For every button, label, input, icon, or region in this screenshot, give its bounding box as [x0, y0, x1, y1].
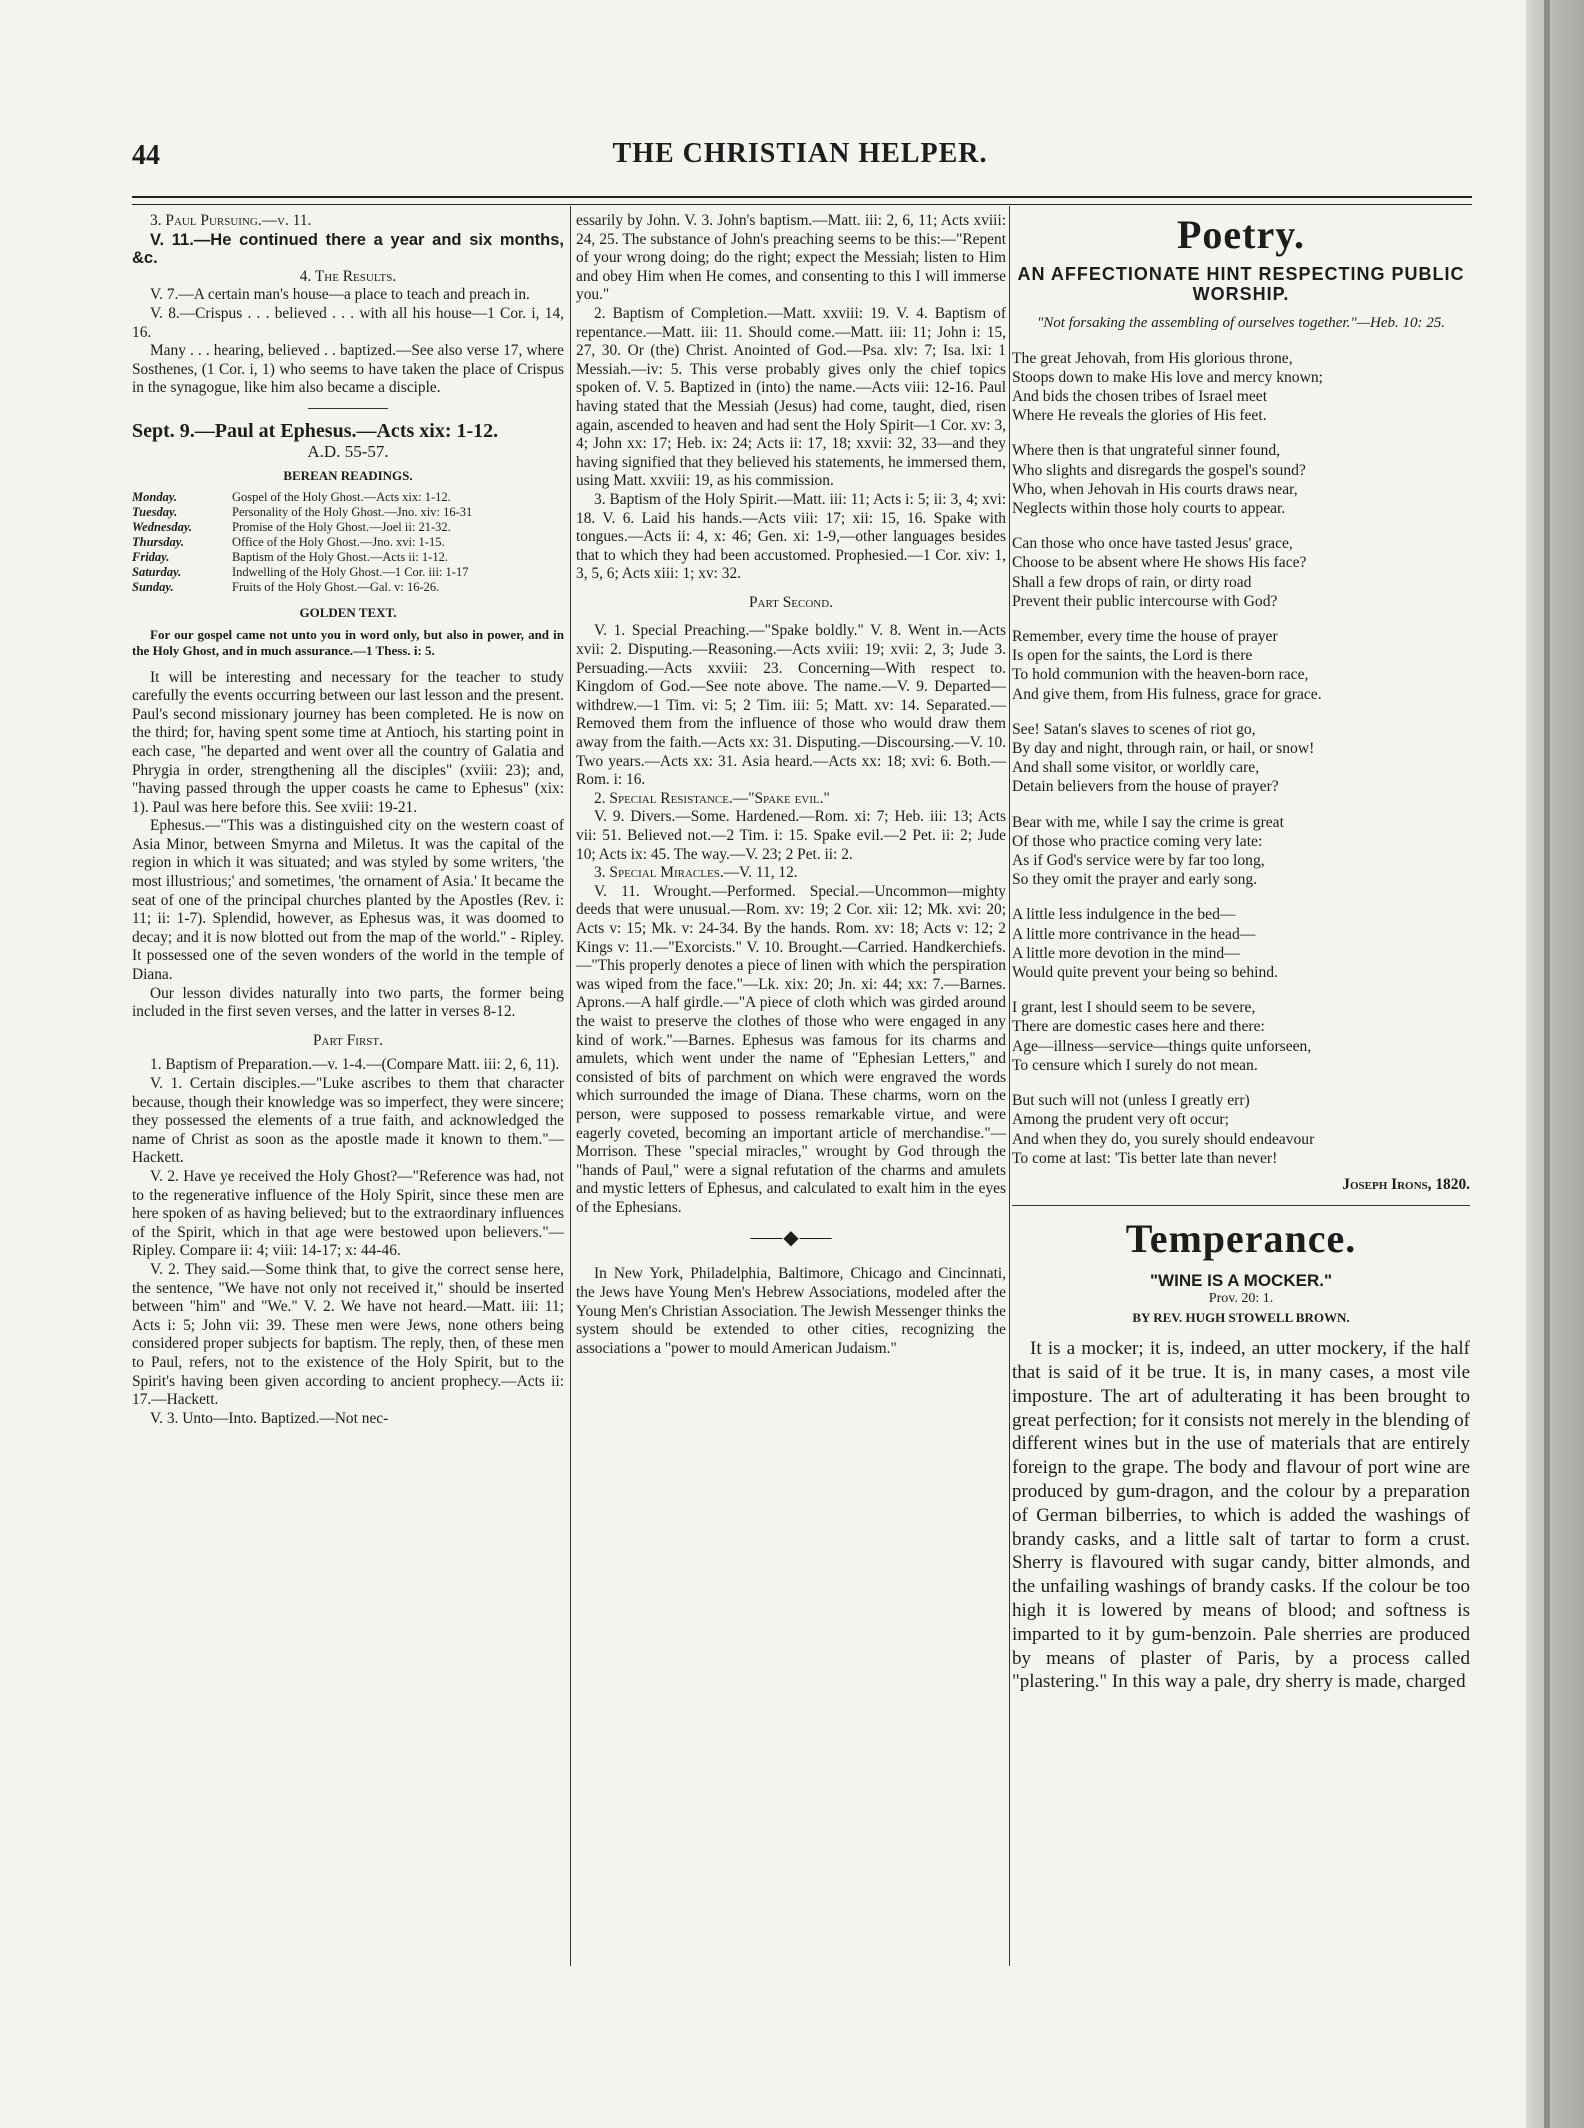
poem-line: As if God's service were by far too long,: [1012, 852, 1265, 870]
article-title: "WINE IS A MOCKER.": [1149, 1270, 1333, 1290]
poem-stanza: [1012, 349, 1470, 426]
part-heading: Part First.: [313, 1031, 383, 1049]
poem-line: Can those who once have tasted Jesus' grace,: [1012, 535, 1293, 553]
verse-note: V. 3. Unto—Into. Baptized.—Not nec-: [150, 1409, 389, 1427]
reading-text: Promise of the Holy Ghost.—Joel ii: 21-32.: [232, 519, 451, 534]
poem-line: Is open for the saints, the Lord is there: [1012, 647, 1253, 665]
poem-line: And when they do, you surely should endeavour: [1012, 1130, 1315, 1148]
poem-line: Would quite prevent your being so behind.: [1012, 964, 1278, 982]
part-heading: Part Second.: [748, 593, 834, 611]
poem-line: Where then is that ungrateful sinner found,: [1012, 442, 1281, 460]
paragraph: It will be interesting and necessary for the teacher to study carefully the events occurring between our last lesson and the present. Paul's second missionary journey has been completed. He is now on the third; for, having spent some time at Antioch, his starting point in each case, "he departed and went over all the country of Galatia and Phrygia in order, strengthening all the disciples" (xviii: 23); and, "having passed through the upper coasts he came to Ephesus" (xix: 1). Paul was here before this. See xviii: 19-21.: [132, 668, 564, 816]
poetry-heading: Poetry.: [1176, 212, 1306, 257]
page-header: [132, 138, 1468, 178]
article-reference: Prov. 20: 1.: [1208, 1291, 1274, 1307]
lesson-date: A.D. 55-57.: [307, 441, 389, 461]
poem-line: There are domestic cases here and there:: [1012, 1018, 1265, 1036]
poem-line: To hold communion with the heaven-born race,: [1012, 666, 1309, 684]
verse-note: V. 2. They said.—Some think that, to give the correct sense here, the sentence, "We have not only not received it," should be inserted between "him" and "We." V. 2. We have not heard.—Matt. iii: 11; Acts i: 5; John vii: 39. These men were Jews, none others being considered proper subjects for baptism. The reply, then, of these men to Paul, refers, not to the existence of the Holy Spirit, but to the Spirit's having been given according to ancient prophecy.—Acts ii: 17.—Hackett.: [132, 1260, 564, 1409]
poem-line: Detain believers from the house of prayer?: [1012, 778, 1279, 796]
header-rule: [132, 196, 1472, 205]
section-heading: 4. The Results.: [299, 267, 397, 285]
poem-title: AN AFFECTIONATE HINT RESPECTING PUBLIC WORSHIP.: [1017, 264, 1465, 304]
poem-stanza: [1012, 441, 1470, 518]
poem-line: Age—illness—service—things quite unforseen,: [1012, 1037, 1312, 1055]
poem-line: Among the prudent very oft occur;: [1012, 1111, 1229, 1129]
paragraph: Our lesson divides naturally into two parts, the former being included in the first seven verses, and the latter in verses 8-12.: [132, 984, 564, 1021]
reading-day: Sunday.: [132, 579, 174, 594]
paragraph: Ephesus.—"This was a distinguished city on the western coast of Asia Minor, between Smyrna and Miletus. It was the capital of the region in which it was situated; and was styled by some writers, 'the most illustrious;' and sometimes, 'the ornament of Asia.' It became the seat of one of the principal churches planted by the Apostles (Rev. i: 11; ii: 1-7). Splendid, however, as Ephesus was, it was doomed to decay; and it is now blotted out from the map of the world." - Ripley. It possessed one of the seven wonders of the world in the temple of Diana.: [132, 817, 564, 984]
poem: [1012, 349, 1470, 1168]
poem-author: Joseph Irons, 1820.: [1342, 1175, 1470, 1193]
reading-text: Fruits of the Holy Ghost.—Gal. v: 16-26.: [232, 579, 440, 594]
column-2: [576, 212, 1006, 1358]
page-number: 44: [132, 140, 160, 171]
poem-line: A little more devotion in the mind—: [1012, 944, 1240, 962]
column-1: [132, 212, 564, 1428]
poem-line: Prevent their public intercourse with God?: [1012, 592, 1278, 610]
poem-stanza: [1012, 720, 1470, 797]
section-heading: 3. Special Miracles.—V. 11, 12.: [594, 864, 798, 882]
page-edge: [1544, 0, 1550, 2128]
readings-table: [132, 490, 564, 595]
column-3: [1012, 212, 1470, 1694]
verse-note: V. 2. Have ye received the Holy Ghost?—"Reference was had, not to the regenerative influence of the Holy Spirit, since these men are here spoken of as having believed; but to the extraordinary influences of the Spirit, which in that age were bestowed upon believers."—Ripley. Compare ii: 4; viii: 14-17; x: 44-46.: [132, 1167, 564, 1260]
poem-stanza: [1012, 998, 1470, 1075]
paragraph: In New York, Philadelphia, Baltimore, Chicago and Cincinnati, the Jews have Young Men's Hebrew Associations, modeled after the Young Men's Christian Association. The Jewish Messenger thinks the system should be extended to other cities, recognizing the associations a "power to mould American Judaism.": [576, 1265, 1006, 1357]
verse-note: V. 7.—A certain man's house—a place to teach and preach in.: [150, 286, 530, 304]
reading-row: [132, 520, 564, 535]
poem-epigraph: "Not forsaking the assembling of ourselves together."—Heb. 10: 25.: [1037, 315, 1445, 331]
poem-line: See! Satan's slaves to scenes of riot go,: [1012, 720, 1256, 738]
reading-row: [132, 580, 564, 595]
paragraph: 2. Baptism of Completion.—Matt. xxviii: 19. V. 4. Baptism of repentance.—Matt. iii: 11. Should come.—Matt. iii: 11; John i: 15, 27, 30. Or (the) Christ. Anointed of God.—Psa. xlv: 7; Isa. lxi: 1 Messiah.—iv: 5. This verse probably gives only the chief topics spoken of. V. 5. Baptized in (into) the name.—Acts viii: 12-16. Paul having stated that the Messiah (Jesus) had come, taught, died, risen again, ascended to heaven and had sent the Holy Spirit—1 Cor. xv: 3, 4; John xx: 17; Heb. ix: 24; Acts ii: 17, 18; xxvii: 32, 33—and they having signified that they believed his statements, he immersed them, using Matt. xxviii: 19, as his commission.: [576, 304, 1006, 490]
verse-note: V. 11.—He continued there a year and six months, &c.: [132, 230, 564, 268]
paragraph: V. 9. Divers.—Some. Hardened.—Rom. xi: 7; Heb. iii: 13; Acts vii: 51. Believed not.—2 Tim. i: 15. Spake evil.—2 Pet. ii: 2; Jude 10; Acts ix: 45. The way.—V. 23; 2 Pet. ii: 2.: [576, 808, 1006, 863]
poem-line: A little more contrivance in the head—: [1012, 925, 1256, 943]
poem-line: Of those who practice coming very late:: [1012, 832, 1263, 850]
golden-text: For our gospel came not unto you in word only, but also in power, and in the Holy Ghost, and in much assurance.—1 Thess. i: 5.: [132, 626, 564, 658]
reading-text: Office of the Holy Ghost.—Jno. xvi: 1-15.: [232, 534, 445, 549]
reading-text: Indwelling of the Holy Ghost.—1 Cor. iii: 1-17: [232, 564, 469, 579]
poem-line: To censure which I surely do not mean.: [1012, 1056, 1258, 1074]
poem-line: By day and night, through rain, or hail, or snow!: [1012, 740, 1315, 758]
column-divider: [570, 206, 571, 1966]
poem-line: The great Jehovah, from His glorious throne,: [1012, 349, 1293, 367]
reading-day: Wednesday.: [132, 519, 193, 534]
divider-rule: [308, 408, 388, 409]
poem-line: But such will not (unless I greatly err): [1012, 1092, 1250, 1110]
poem-line: Bear with me, while I say the crime is great: [1012, 813, 1284, 831]
reading-day: Saturday.: [132, 564, 182, 579]
paragraph: 3. Baptism of the Holy Spirit.—Matt. iii: 11; Acts i: 5; ii: 3, 4; xvi: 18. V. 6. Laid his hands.—Acts viii: 17; xii: 15, 16. Spake with tongues.—Acts ii: 4, x: 46; Gen. xi: 1-9,—other languages besides that to which they had been accustomed. Prophesied.—1 Cor. xiv: 1, 3, 5, 6; Acts xiii: 1; xv: 32.: [576, 490, 1006, 583]
column-divider: [1009, 206, 1010, 1966]
poem-line: And bids the chosen tribes of Israel meet: [1012, 388, 1268, 405]
ornament-divider: ⸺◆⸺: [749, 1227, 833, 1250]
poem-line: I grant, lest I should seem to be severe,: [1012, 999, 1256, 1017]
reading-day: Tuesday.: [132, 504, 178, 519]
poem-line: Neglects within those holy courts to appear.: [1012, 500, 1286, 518]
temperance-heading: Temperance.: [1125, 1215, 1357, 1261]
lesson-title: Sept. 9.—Paul at Ephesus.—Acts xix: 1-12.: [132, 419, 499, 442]
poem-line: Stoops down to make His love and mercy known;: [1012, 368, 1323, 386]
paragraph: V. 11. Wrought.—Performed. Special.—Uncommon—mighty deeds that were unusual.—Rom. xv: 19; 2 Cor. xii: 12; Mk. xvi: 20; Acts v: 15; Mk. v: 24-34. By the hands. Rom. xv: 18; Acts v: 12; 2 Kings v: 11.—"Exorcists." V. 10. Brought.—Carried. Handkerchiefs.—"This properly denotes a piece of linen with which the perspiration was wiped from the face."—Lk. xix: 20; Jn. xi: 44; xx: 7.—Barnes. Aprons.—A half girdle.—"A piece of cloth which was girded around the waist to preserve the clothes of those who were engaged in any kind of work."—Barnes. Ephesus was famous for its charms and amulets, which went under the name of "Ephesian Letters," and consisted of bits of parchment on which were engraved the words which surrounded the image of Diana. These charms, worn on the person, were supposed to possess remarkable virtue, and were eagerly coveted, becoming an important article of merchandise."—Morrison. These "special miracles," wrought by God through the "hands of Paul," were a signal refutation of the charms and amulets and mystic letters of Ephesus, and calculated to exalt him in the eyes of the Ephesians.: [576, 882, 1006, 1216]
poem-line: Who slights and disregards the gospel's sound?: [1012, 461, 1306, 479]
reading-text: Personality of the Holy Ghost.—Jno. xiv: 16-31: [232, 504, 473, 519]
section-heading: 2. Special Resistance.—"Spake evil.": [594, 789, 830, 807]
poem-line: A little less indulgence in the bed—: [1012, 906, 1236, 924]
poem-line: Choose to be absent where He shows His face?: [1012, 554, 1307, 572]
poem-stanza: [1012, 627, 1470, 704]
article-byline: BY REV. HUGH STOWELL BROWN.: [1132, 1309, 1350, 1325]
reading-text: Gospel of the Holy Ghost.—Acts xix: 1-12.: [232, 489, 451, 504]
verse-note: Many . . . hearing, believed . . baptized.—See also verse 17, where Sosthenes, (1 Cor. i, 1) who seems to have taken the place of Crispus in the synagogue, like him also became a disciple.: [132, 342, 564, 397]
paragraph: essarily by John. V. 3. John's baptism.—Matt. iii: 2, 6, 11; Acts xviii: 24, 25. The substance of John's preaching seems to be this:—"Repent of your wrong doing; do the right; expect the Messiah; listen to Him and obey Him when He comes, and consenting to this I will immerse you.": [576, 212, 1006, 304]
reading-day: Friday.: [132, 549, 170, 564]
poem-stanza: [1012, 905, 1470, 982]
paragraph: V. 1. Special Preaching.—"Spake boldly." V. 8. Went in.—Acts xvii: 2. Disputing.—Reasoning.—Acts xviii: 19; xvii: 2, 3; Jude 3. Persuading.—Acts xxviii: 23. Concerning—With respect to. Kingdom of God.—See note above. The name.—V. 9. Departed—withdrew.—1 Tim. vi: 5; 2 Tim. iii: 5; Matt. xv: 14. Separated.—Removed them from the influence of those who would draw them away from the faith.—Acts xx: 31. Disputing.—Discoursing.—V. 10. Two years.—Acts xx: 31. Asia heard.—Acts xx: 18; xvi: 6. Both.—Rom. i: 16.: [576, 622, 1006, 789]
reading-row: [132, 505, 564, 520]
reading-day: Monday.: [132, 489, 178, 504]
poem-line: And give them, from His fulness, grace for grace.: [1012, 685, 1322, 703]
page-edge-shadow: [1526, 0, 1584, 2128]
poem-line: Shall a few drops of rain, or dirty road: [1012, 573, 1252, 591]
reading-row: [132, 565, 564, 580]
poem-line: To come at last: 'Tis better late than never!: [1012, 1149, 1278, 1167]
poem-line: So they omit the prayer and early song.: [1012, 871, 1258, 889]
reading-row: [132, 535, 564, 550]
poem-line: Remember, every time the house of prayer: [1012, 628, 1278, 646]
golden-text-heading: GOLDEN TEXT.: [299, 604, 397, 620]
reading-text: Baptism of the Holy Ghost.—Acts ii: 1-12.: [232, 549, 448, 564]
verse-note: 1. Baptism of Preparation.—v. 1-4.—(Compare Matt. iii: 2, 6, 11).: [150, 1056, 560, 1074]
poem-stanza: [1012, 1091, 1470, 1168]
poem-line: Who, when Jehovah in His courts draws near,: [1012, 480, 1298, 498]
poem-line: Where He reveals the glories of His feet.: [1012, 407, 1267, 425]
divider-rule: [1012, 1205, 1470, 1206]
article-text: It is a mocker; it is, indeed, an utter mockery, if the half that is said of it be true. It is, in many cases, a most vile imposture. The art of adulterating it has been brought to great perfection; for it consists not merely in the blending of different wines but in the use of materials that are entirely foreign to the grape. The body and flavour of port wine are produced by gum-dragon, and the colour by a preparation of German bilberries, to which is added the washings of brandy casks, and a little salt of tartar to form a crust. Sherry is flavoured with sugar candy, bitter almonds, and the unfailing washings of brandy casks. If the colour be too high it is lowered by means of blood; and softness is imparted to it by gum-benzoin. Pale sherries are produced by means of plaster of Paris, by a process called "plastering." In this way a pale, dry sherry is made, charged: [1012, 1338, 1470, 1693]
verse-note: V. 8.—Crispus . . . believed . . . with all his house—1 Cor. i, 14, 16.: [132, 304, 564, 341]
reading-row: [132, 490, 564, 505]
reading-day: Thursday.: [132, 534, 184, 549]
section-heading: 3. Paul Pursuing.—v. 11.: [150, 212, 312, 229]
poem-stanza: [1012, 813, 1470, 890]
periodical-title: THE CHRISTIAN HELPER.: [612, 138, 988, 169]
poem-stanza: [1012, 534, 1470, 611]
verse-note: V. 1. Certain disciples.—"Luke ascribes to them that character because, though their knowledge was so imperfect, they were sincere; they possessed the elements of a true faith, and acknowledged the name of Christ as soon as the apostle made it known to them."—Hackett.: [132, 1075, 564, 1167]
poem-line: And shall some visitor, or worldly care,: [1012, 759, 1260, 777]
reading-row: [132, 550, 564, 565]
readings-heading: BEREAN READINGS.: [283, 467, 413, 483]
